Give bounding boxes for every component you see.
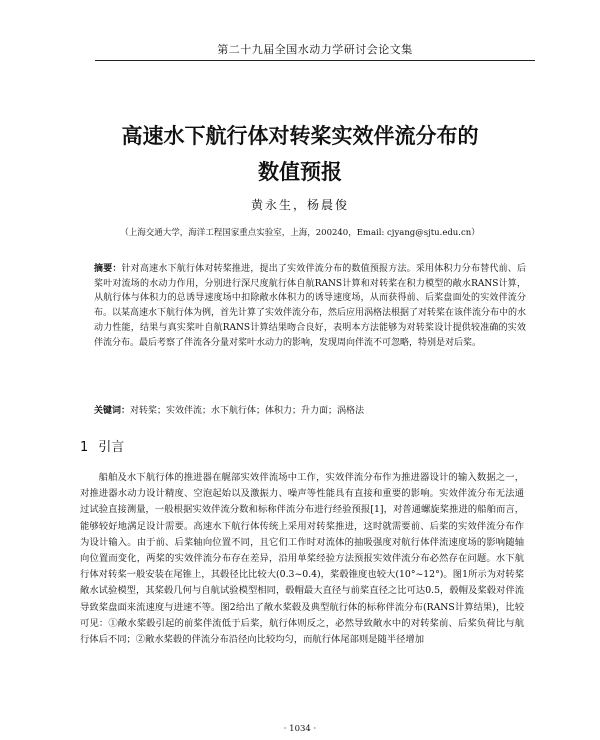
section-number: 1 [80, 440, 89, 455]
abstract [94, 262, 526, 350]
section-title: 引言 [98, 440, 125, 455]
paper-title-line-1: 高速水下航行体对转桨实效伴流分布的 [121, 124, 479, 148]
abstract-label: 摘要： [94, 264, 122, 274]
page-number: · 1034 · [283, 724, 317, 734]
introduction-body [80, 470, 524, 648]
authors: 黄永生，杨晨俊 [250, 198, 349, 212]
paper-title-line-2: 数值预报 [258, 160, 342, 184]
keywords [94, 404, 526, 418]
paper-title [60, 118, 540, 190]
keywords-text: 对转桨；实效伴流；水下航行体；体积力；升力面；涡格法 [130, 406, 365, 416]
running-header-title: 第二十九届全国水动力学研讨会论文集 [217, 43, 413, 56]
abstract-text: 针对高速水下航行体对转桨推进，提出了实效伴流分布的数值预报方法。采用体积力分布替代前、后桨叶对流场的水动力作用，分别进行深尺度航行体自航RANS计算和对转桨在积力模型的敞水RANS计算，从航行体与体积力的总诱导速度场中扣除敞水体积力的诱导速度场，从而获得前、后桨盘面处的实效伴流分布。以某高速水下航行体为例，首先计算了实效伴流分布，然后应用涡格法根据了对转桨在该伴流分布中的水动力性能，结果与真实桨叶自航RANS计算结果吻合良好，表明本方法能够为对转桨设计提供较准确的实效伴流分布。最后考察了伴流各分量对桨叶水动力的影响，发现周向伴流不可忽略，特别是对后桨。 [94, 264, 527, 348]
running-header [95, 40, 535, 61]
keywords-label: 关键词： [94, 406, 131, 416]
section-heading [80, 436, 124, 455]
intro-paragraph: 船舶及水下航行体的推进器在艉部实效伴流场中工作，实效伴流分布作为推进器设计的输入数据之一，对推进器水动力设计精度、空泡起始以及激振力、噪声等性能具有直接和重要的影响。实效伴流分布无法通过试验直接测量，一般根据实效伴流分数和标称伴流分布进行经验预报[1]，对普通螺旋桨推进的船舶而言，能够较好地满足设计需要。高速水下航行体传统上采用对转桨推进，这时就需要前、后桨的实效伴流分布作为设计输入。由于前、后桨轴向位置不同，且它们工作时对流体的抽吸强度对航行体伴流速度场的影响随轴向位置而变化，两桨的实效伴流分布存在差异，沿用单桨经验方法预报实效伴流分布必然存在问题。水下航行体对转桨一般安装在尾锥上，其毂径比比较大(0.3~0.4)，桨毂锥度也较大(10°~12°)。图1所示为对转桨敞水试验模型，其桨毂几何与自航试验模型相同，毂帽最大直径与前桨直径之比可达0.5，毂帽及桨毂对伴流导致桨盘面来流速度与进速不等。图2给出了敞水桨毂及典型航行体的标称伴流分布(RANS计算结果)，比较可见：①敞水桨毂引起的前桨伴流低于后桨，航行体则反之，必然导致敞水中的对转桨前、后桨负荷比与航行体后不同；②敞水桨毂的伴流分布沿径向比较均匀，而航行体尾部则是随半径增加 [80, 472, 524, 646]
affiliation: （上海交通大学，海洋工程国家重点实验室，上海，200240，Email: cjyang@sjtu.edu.cn） [120, 228, 480, 238]
